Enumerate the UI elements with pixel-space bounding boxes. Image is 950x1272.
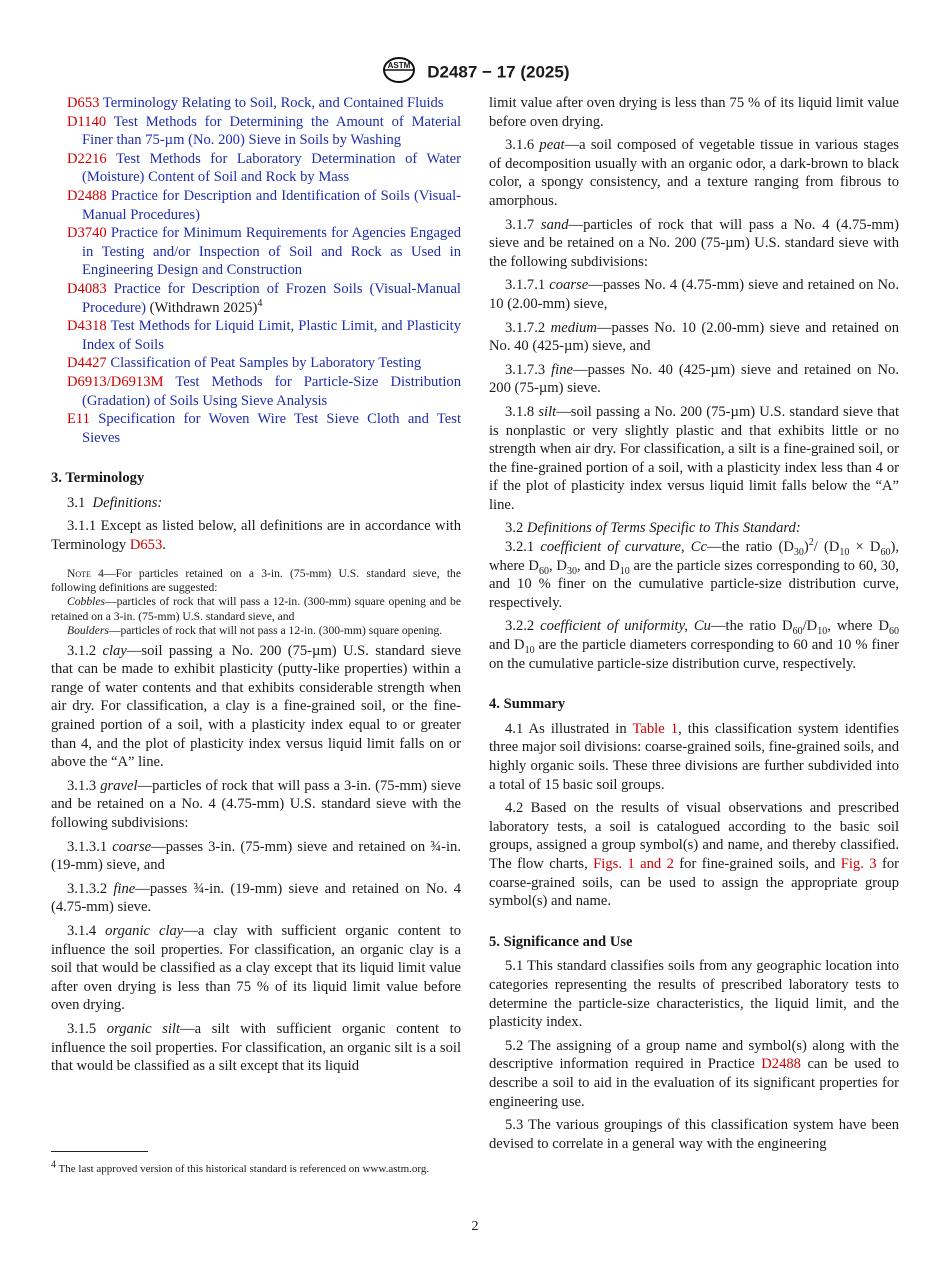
reference-title-link[interactable]: Test Methods for Liquid Limit, Plastic Limit, and Plasticity Index of Soils — [82, 318, 461, 353]
reference-code-link[interactable]: E11 — [67, 411, 90, 428]
para-3-1-7-3: 3.1.7.3 fine—passes No. 40 (425-µm) sieve and retained on No. 200 (75-µm) sieve. — [489, 361, 899, 397]
section-3-heading: 3. Terminology — [51, 470, 145, 487]
para-3-1-5-continued: limit value after oven drying is less than 75 % of its liquid limit value before oven drying. — [489, 95, 899, 130]
reference-code-link[interactable]: D4318 — [67, 318, 107, 335]
reference-item — [51, 354, 461, 373]
reference-code-link[interactable]: D2488 — [67, 187, 107, 204]
svg-text:ASTM: ASTM — [387, 61, 410, 70]
reference-item — [51, 113, 461, 150]
footnote-marker: 4 — [257, 297, 263, 309]
para-5-1: 5.1 This standard classifies soils from any geographic location into categories representing the results of prescribed laboratory tests to determine the particle-size characteristics, the liquid limit, and the plasticity index. — [489, 958, 899, 1031]
para-3-2-2: 3.2.2 coefficient of uniformity, Cu—the ratio $D_{60}/D_{10}$, where $D_{60}$ and $D_{10}$ are the particle diameters corresponding to 60 and 10 % finer on the cumulative particle-size distribution curve, respectively. — [489, 618, 900, 672]
reference-title-link[interactable]: Practice for Description of Frozen Soils (Visual-Manual Procedure) — [82, 280, 461, 316]
para-3-1: 3.1 Definitions: — [67, 494, 163, 511]
para-3-1-5: 3.1.5 organic silt—a silt with sufficient organic content to influence the soil properties. For classification, an organic silt is a soil that would be classified as a silt except that its liquid — [51, 1020, 461, 1075]
fig-3-link[interactable]: Fig. 3 — [840, 855, 877, 872]
para-3-1-4: 3.1.4 organic clay—a clay with sufficient organic content to influence the soil properties. For classification, an organic clay is a soil that would be classified as a clay except that its liquid limit value after oven drying is less than 75 % of its liquid limit value before oven drying. — [51, 923, 461, 1014]
reference-item — [51, 280, 461, 317]
reference-title-link[interactable]: Test Methods for Laboratory Determination of Water (Moisture) Content of Soil and Rock by Mass — [82, 150, 461, 186]
reference-item — [51, 224, 461, 280]
para-5-2: 5.2 The assigning of a group name and symbol(s) along with the descriptive information required in Practice D2488 can be used to describe a soil to aid in the evaluation of its significant properties for engineering use. — [489, 1037, 899, 1110]
reference-item — [51, 94, 461, 113]
reference-title-link[interactable]: Terminology Relating to Soil, Rock, and Contained Fluids — [102, 95, 444, 111]
para-3-1-7-2: 3.1.7.2 medium—passes No. 10 (2.00-mm) sieve and retained on No. 40 (425-µm) sieve, and — [489, 319, 899, 355]
para-3-2-1: 3.2.1 coefficient of curvature, Cc—the ratio $(D_{30})^2/$ $(D_{10} \times D_{60})$, where $D_{60}$, $D_{30}$, and $D_{10}$ are the particle sizes corresponding to 60, 30, and 10 % finer on the cumulative particle-size distribution curve, respectively. — [489, 537, 900, 611]
para-3-1-3: 3.1.3 gravel—particles of rock that will pass a 3-in. (75-mm) sieve and be retained on a No. 4 (4.75-mm) U.S. standard sieve with the following subdivisions: — [51, 777, 461, 832]
para-4-1: 4.1 As illustrated in Table 1, this classification system identifies three major soil divisions: coarse-grained soils, fine-grained soils, and highly organic soils. These three divisions are further subdivided into a total of 15 basic soil groups. — [489, 720, 899, 793]
reference-item — [51, 317, 461, 354]
para-3-1-7-1: 3.1.7.1 coarse—passes No. 4 (4.75-mm) sieve and retained on No. 10 (2.00-mm) sieve, — [489, 277, 899, 312]
section-4-heading: 4. Summary — [489, 696, 566, 713]
reference-item — [51, 410, 461, 447]
reference-code-link[interactable]: D3740 — [67, 225, 107, 242]
reference-title-link[interactable]: Test Methods for Determining the Amount of Material Finer than 75-µm (No. 200) Sieve in Soils by Washing — [82, 113, 461, 149]
reference-title-link[interactable]: Test Methods for Particle-Size Distribution (Gradation) of Soils Using Sieve Analysis — [82, 373, 461, 409]
reference-title-link[interactable]: Practice for Minimum Requirements for Agencies Engaged in Testing and/or Inspection of Soil and Rock as Used in Engineering Design and Construction — [82, 225, 461, 279]
section-5-heading: 5. Significance and Use — [489, 933, 633, 950]
reference-code-link[interactable]: D4083 — [67, 280, 107, 297]
page-number: 2 — [471, 1219, 479, 1234]
standard-designation: D2487 − 17 (2025) — [427, 62, 570, 82]
reference-item — [51, 150, 461, 187]
footnote-rule — [51, 1151, 148, 1152]
reference-code-link[interactable]: D653 — [67, 95, 100, 111]
reference-code-link[interactable]: D6913/D6913M — [67, 373, 164, 390]
para-3-1-7: 3.1.7 sand—particles of rock that will pass a No. 4 (4.75-mm) sieve and be retained on a No. 200 (75-µm) U.S. standard sieve with the following subdivisions: — [489, 216, 899, 270]
d653-link[interactable]: D653 — [129, 537, 163, 554]
reference-code-link[interactable]: D4427 — [67, 355, 107, 372]
para-3-1-8: 3.1.8 silt—soil passing a No. 200 (75-µm) U.S. standard sieve that is nonplastic or very slightly plastic and that exhibits little or no strength when air dry. For classification, a silt is a fine-grained soil, or the fine-grained portion of a soil, with a plasticity index less than 4 or if the plot of plasticity index versus liquid limit falls below the “A” line. — [489, 403, 900, 513]
table-1-link[interactable]: Table 1 — [632, 720, 679, 737]
d2488-link[interactable]: D2488 — [761, 1056, 801, 1073]
footnote: $^4$ The last approved version of this historical standard is referenced on www.astm.org. — [51, 1159, 430, 1175]
reference-item — [51, 187, 461, 224]
left-column — [51, 94, 461, 1081]
referenced-documents-list — [51, 94, 461, 447]
reference-title-link[interactable]: Classification of Peat Samples by Laboratory Testing — [110, 355, 422, 372]
para-3-2: 3.2 Definitions of Terms Specific to This Standard: — [505, 520, 801, 537]
reference-title-link[interactable]: Practice for Description and Identification of Soils (Visual-Manual Procedures) — [82, 187, 462, 223]
para-3-1-3-1: 3.1.3.1 coarse—passes 3-in. (75-mm) sieve and retained on ¾-in. (19-mm) sieve, and — [51, 838, 461, 874]
para-3-1-1: 3.1.1 Except as listed below, all definitions are in accordance with Terminology D653. — [51, 518, 461, 554]
reference-title-link[interactable]: Specification for Woven Wire Test Sieve Cloth and Test Sieves — [82, 411, 461, 446]
para-4-2: 4.2 Based on the results of visual observations and prescribed laboratory tests, a soil is catalogued according to the basic soil groups, assigned a group symbol(s) and name, and thereby classified. The flow charts, Figs. 1 and 2 for fine-grained soils, and Fig. 3 for coarse-grained soils, can be used to assign the appropriate group symbol(s) and name. — [489, 800, 900, 910]
para-3-1-3-2: 3.1.3.2 fine—passes ¾-in. (19-mm) sieve and retained on No. 4 (4.75-mm) sieve. — [51, 880, 461, 916]
reference-suffix: (Withdrawn 2025) — [146, 299, 258, 316]
reference-code-link[interactable]: D1140 — [67, 113, 107, 130]
reference-item — [51, 373, 461, 410]
reference-code-link[interactable]: D2216 — [67, 150, 107, 167]
note-boulders: Boulders—particles of rock that will not pass a 12-in. (300-mm) square opening. — [67, 624, 443, 638]
right-column — [489, 94, 899, 1158]
para-3-1-6: 3.1.6 peat—a soil composed of vegetable tissue in various stages of decomposition usually with an organic odor, a dark-brown to black color, a spongy consistency, and a texture ranging from fibrous to amorphous. — [489, 137, 899, 209]
astm-logo-icon — [381, 56, 417, 89]
page-header — [0, 56, 950, 89]
para-3-1-2: 3.1.2 clay—soil passing a No. 200 (75-µm) U.S. standard sieve that can be made to exhibit plasticity (putty-like properties) within a range of water contents and that exhibits considerable strength when air dry. For classification, a clay is a fine-grained soil, or the fine-grained portion of a soil, with a plasticity index equal to or greater than 4, and the plot of plasticity index versus liquid limit falls on or above the “A” line. — [51, 642, 461, 771]
para-5-3: 5.3 The various groupings of this classification system have been devised to correlate in a general way with the engineering — [489, 1117, 899, 1152]
note-cobbles: Cobbles—particles of rock that will pass a 12-in. (300-mm) square opening and be retained on a 3-in. (75-mm) U.S. standard sieve, and — [51, 595, 461, 623]
note-4: Note 4—For particles retained on a 3-in. (75-mm) U.S. standard sieve, the following definitions are suggested: — [51, 566, 461, 595]
figs-1-2-link[interactable]: Figs. 1 and 2 — [593, 855, 674, 872]
